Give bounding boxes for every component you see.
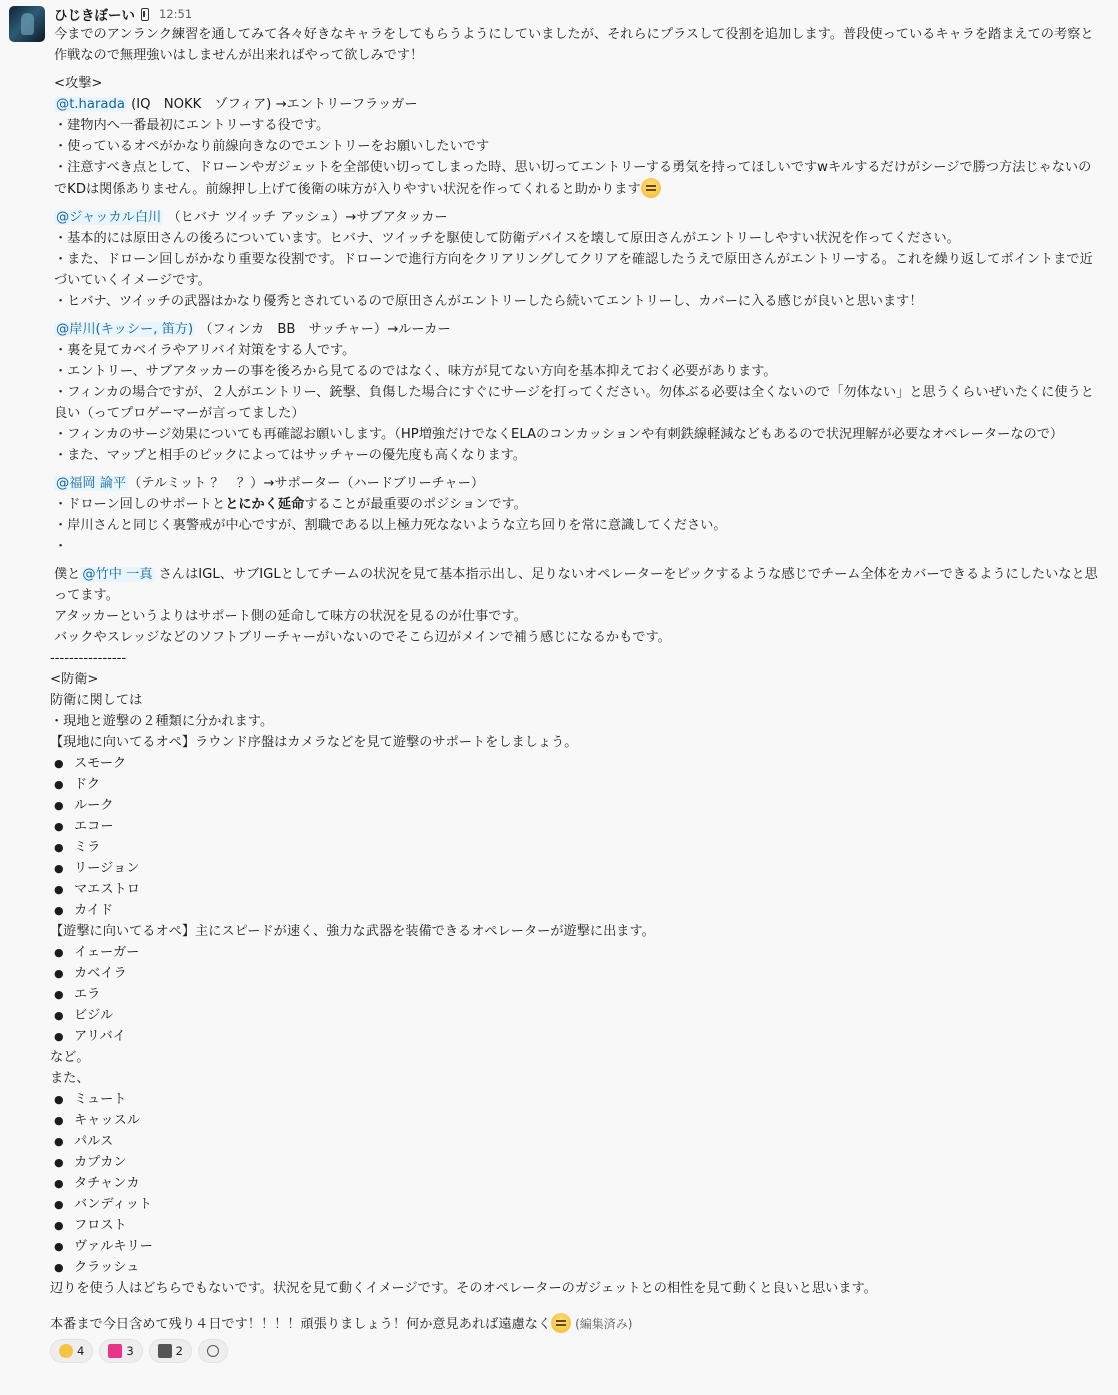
reaction-count: 3 [126, 1344, 134, 1358]
operator-name: エラ [74, 987, 101, 1002]
flex-op-item [50, 1131, 1098, 1152]
operator-name: エコー [74, 819, 114, 834]
timestamp[interactable]: 12:51 [159, 7, 193, 21]
role-3-line: ・エントリー、サブアタッカーの事を後ろから見てるのではなく、味方が見てない方向を基本抑えておく必要があります。 [54, 364, 777, 379]
role-4-line: ・岸川さんと同じく裏警戒が中心ですが、割職である以上極力死なないような立ち回りを常に意識してください。 [54, 518, 727, 533]
flex-op-item [50, 1236, 1098, 1257]
bullet-icon: ● [54, 820, 64, 833]
site-op-item [50, 837, 1098, 858]
bullet-icon: ● [54, 1219, 64, 1232]
bullet-icon: ● [54, 1030, 64, 1043]
operator-name: スモーク [74, 756, 127, 771]
operator-name: ルーク [74, 798, 114, 813]
mention-harada[interactable]: @t.harada [56, 97, 125, 112]
igl-line: 僕と @竹中 一真 さんはIGL、サブIGLとしてチームの状況を見て基本指示出し、足りないオペレーターをピックするような感じでチーム全体をカバーできるようにしたいなと思ってます。 [54, 567, 1098, 603]
site-op-item [50, 774, 1098, 795]
message-header [54, 6, 1098, 22]
bullet-icon: ● [54, 1156, 64, 1169]
flex-note: 辺りを使う人はどちらでもないです。状況を見て動くイメージです。そのオペレーターのガジェットとの相性を見て動くと良いと思います。 [50, 1281, 877, 1296]
final-line: 本番まで今日含めて残り４日です！！！！頑張りましょう！何か意見あれば遠慮なく (編集済み) [50, 1313, 1098, 1335]
operator-name: カイド [74, 903, 114, 918]
bullet-icon: ● [54, 883, 64, 896]
bullet-icon: ● [54, 1261, 64, 1274]
mention-takenaka[interactable]: @竹中 一真 [82, 567, 153, 582]
operator-name: イェーガー [74, 945, 140, 960]
operator-name: リージョン [74, 861, 140, 876]
reactions-bar [50, 1339, 1098, 1363]
site-ops-list [50, 753, 1098, 921]
flex-op-item [50, 1089, 1098, 1110]
attack-header: <攻撃> [54, 76, 103, 91]
reaction-note[interactable] [149, 1339, 192, 1363]
role-1-line: ・使っているオペがかなり前線向きなのでエントリーをお願いしたいです [54, 139, 490, 154]
role-3-line: ・また、マップと相手のピックによってはサッチャーの優先度も高くなります。 [54, 448, 526, 463]
operator-name: バンディット [74, 1197, 153, 1212]
role-3-line: ・フィンカのサージ効果についても再確認お願いします。（HP増強だけでなくELAのコンカッションや有刺鉄線軽減などもあるので状況理解が必要なオペレーターなので） [54, 427, 1064, 442]
bullet-icon: ● [54, 1093, 64, 1106]
bullet-icon: ● [54, 757, 64, 770]
site-op-item [50, 816, 1098, 837]
site-header: 【現地に向いてるオペ】ラウンド序盤はカメラなどを見て遊撃のサポートをしましょう。 [50, 735, 578, 750]
add-emoji-icon [207, 1345, 219, 1357]
operator-name: カベイラ [74, 966, 127, 981]
face-emoji-icon [641, 178, 661, 198]
operator-name: ミラ [74, 840, 101, 855]
roam-op-item [50, 942, 1098, 963]
site-op-item [50, 858, 1098, 879]
add-reaction-button[interactable] [198, 1339, 228, 1363]
bullet-icon: ● [54, 841, 64, 854]
site-op-item [50, 753, 1098, 774]
bullet-icon: ● [54, 988, 64, 1001]
face-emoji-icon [551, 1313, 571, 1333]
operator-name: キャッスル [74, 1113, 140, 1128]
flex-op-item [50, 1257, 1098, 1278]
reaction-thanks[interactable] [99, 1339, 142, 1363]
thanks-icon [108, 1344, 122, 1358]
bullet-icon: ● [54, 862, 64, 875]
bullet-icon: ● [54, 799, 64, 812]
bullet-icon: ● [54, 1114, 64, 1127]
divider: ---------------- [50, 651, 127, 666]
operator-name: ミュート [74, 1092, 127, 1107]
operator-name: アリバイ [74, 1029, 126, 1044]
operator-name: カプカン [74, 1155, 127, 1170]
reaction-count: 2 [175, 1344, 183, 1358]
bullet-icon: ● [54, 967, 64, 980]
role-3-line: ・フィンカの場合ですが、２人がエントリー、銃撃、負傷した場合にすぐにサージを打ってください。勿体ぶる必要は全くないので「勿体ない」と思うくらいぜいたくに使うと良い（ってプロゲーマーが言ってました） [54, 385, 1094, 421]
operator-name: ヴァルキリー [74, 1239, 153, 1254]
flex-ops-list [50, 1089, 1098, 1278]
operator-name: パルス [74, 1134, 114, 1149]
role-2-line: ・ヒバナ、ツイッチの武器はかなり優秀とされているので原田さんがエントリーしたら続いてエントリーし、カバーに入る感じが良いと思います！ [54, 294, 923, 309]
also-text: また、 [50, 1071, 90, 1086]
role-3-line: ・裏を見てカベイラやアリバイ対策をする人です。 [54, 343, 356, 358]
role-2-line: ・また、ドローン回しがかなり重要な役割です。ドローンで進行方向をクリアリングしてクリアを確認したうえで原田さんがエントリーする。これを繰り返してポイントまで近づいていくイメージです。 [54, 252, 1093, 288]
intro-text: 今までのアンランク練習を通してみて各々好きなキャラをしてもらうようにしていましたが、それらにプラスして役割を追加します。普段使っているキャラを踏まえての考察と作戦なので無理強いはしませんが出来ればやって欲しみです！ [54, 27, 1094, 63]
smile-icon [59, 1344, 73, 1358]
bullet-icon: ● [54, 1240, 64, 1253]
username[interactable]: ひじきぼーい [54, 8, 135, 24]
igl-line: アタッカーというよりはサポート側の延命して味方の状況を見るのが仕事です。 [54, 609, 527, 624]
role-4-title: @福岡 論平 （テルミット ？ ？）→サポーター（ハードブリーチャー） [56, 476, 485, 491]
bullet-icon: ● [54, 778, 64, 791]
bullet-icon: ● [54, 1198, 64, 1211]
reaction-smile[interactable] [50, 1339, 93, 1363]
operator-name: フロスト [74, 1218, 127, 1233]
flex-op-item [50, 1152, 1098, 1173]
operator-name: ドク [74, 777, 101, 792]
defense-header: <防衛> [50, 672, 99, 687]
role-4-line: ・ドローン回しのサポートととにかく延命することが最重要のポジションです。 [54, 497, 527, 512]
bullet-icon: ● [54, 1177, 64, 1190]
bullet-icon: ● [54, 946, 64, 959]
note-icon [158, 1344, 172, 1358]
roam-op-item [50, 1026, 1098, 1047]
roam-op-item [50, 963, 1098, 984]
role-1-line: ・建物内へ一番最初にエントリーする役です。 [54, 118, 330, 133]
role-4-line: ・ [54, 539, 68, 554]
bullet-icon: ● [54, 1009, 64, 1022]
defense-line: 防衛に関しては [50, 693, 143, 708]
status-icon [141, 8, 149, 21]
operator-name: タチャンカ [74, 1176, 140, 1191]
role-2-line: ・基本的には原田さんの後ろについています。ヒバナ、ツイッチを駆使して防衛デバイスを壊して原田さんがエントリーしやすい状況を作ってください。 [54, 231, 960, 246]
roam-op-item [50, 984, 1098, 1005]
site-op-item [50, 900, 1098, 921]
role-3-title: @岸川(キッシー, 笛方) （フィンカ BB サッチャー）→ルーカー [56, 322, 451, 337]
role-1-line: ・注意すべき点として、ドローンやガジェットを全部使い切ってしまった時、思い切ってエントリーする勇気を持ってほしいですwキルするだけがシージで勝つ方法じゃないのでKDは関係ありません。前線押し上げて後衛の味方が入りやすい状況を作ってくれると助かります [54, 160, 1092, 197]
avatar[interactable] [9, 6, 45, 42]
site-op-item [50, 879, 1098, 900]
igl-line: バックやスレッジなどのソフトブリーチャーがいないのでそこら辺がメインで補う感じになるかもです。 [54, 630, 671, 645]
operator-name: マエストロ [74, 882, 140, 897]
mention-kishikawa[interactable]: @岸川(キッシー, 笛方) [56, 322, 194, 337]
roam-op-item [50, 1005, 1098, 1026]
flex-op-item [50, 1194, 1098, 1215]
mention-shirakawa[interactable]: @ジャッカル白川 [56, 210, 162, 225]
roam-header: 【遊撃に向いてるオペ】主にスピードが速く、強力な武器を装備できるオペレーターが遊撃に出ます。 [50, 924, 655, 939]
roam-ops-list [50, 942, 1098, 1047]
flex-op-item [50, 1173, 1098, 1194]
role-2-title: @ジャッカル白川 （ヒバナ ツイッチ アッシュ）→サブアタッカー [56, 210, 448, 225]
operator-name: クラッシュ [74, 1260, 140, 1275]
reaction-count: 4 [77, 1344, 85, 1358]
defense-line: ・現地と遊撃の２種類に分かれます。 [50, 714, 274, 729]
role-1-title: @t.harada (IQ NOKK ゾフィア) →エントリーフラッガー [56, 97, 418, 112]
site-op-item [50, 795, 1098, 816]
edited-label: (編集済み) [575, 1317, 633, 1331]
flex-op-item [50, 1215, 1098, 1236]
etc-text: など。 [50, 1050, 90, 1065]
mention-fukuoka[interactable]: @福岡 論平 [56, 476, 127, 491]
bullet-icon: ● [54, 1135, 64, 1148]
flex-op-item [50, 1110, 1098, 1131]
bullet-icon: ● [54, 904, 64, 917]
operator-name: ビジル [74, 1008, 114, 1023]
